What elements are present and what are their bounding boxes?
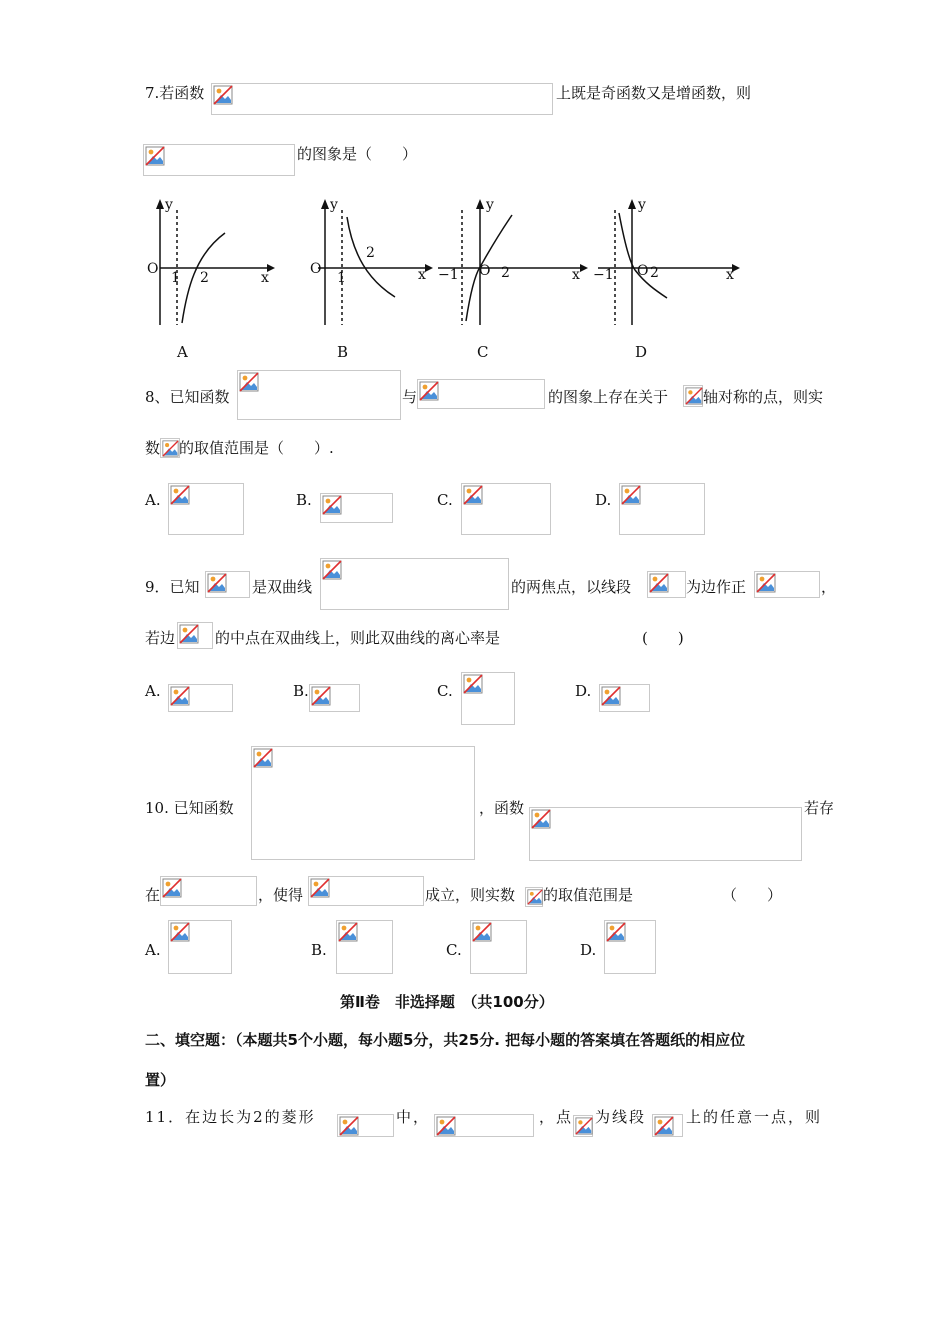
q8-prefix: 8、已知函数 <box>145 388 230 406</box>
broken-image-icon <box>604 920 656 974</box>
broken-image-icon <box>205 571 250 598</box>
svg-text:O: O <box>310 261 322 277</box>
broken-image-icon <box>168 684 233 712</box>
q10-option-b-label: B. <box>311 941 327 959</box>
q9-option-a-label: A. <box>145 682 161 700</box>
q9-mid3: 为边作正 <box>686 578 747 596</box>
svg-text:O: O <box>147 261 159 277</box>
q10-mid1: ，函数 <box>479 799 525 817</box>
broken-image-icon <box>683 385 703 407</box>
graph-a <box>156 199 275 325</box>
q7-graphs-figure <box>140 195 760 365</box>
broken-image-icon <box>320 558 509 610</box>
svg-text:y: y <box>486 197 494 213</box>
broken-image-icon <box>470 920 527 974</box>
svg-text:x: x <box>261 270 269 286</box>
q10-line2-suffix: 的取值范围是 <box>543 886 634 904</box>
q10-suffix: 若存 <box>804 799 835 817</box>
svg-text:−1: −1 <box>438 267 459 283</box>
broken-image-icon <box>320 493 393 523</box>
graph-label-c: C <box>477 343 489 361</box>
q10-answer-paren: （ ） <box>722 886 783 904</box>
broken-image-icon <box>237 370 401 420</box>
q11-mid3: 为线段 <box>595 1108 647 1126</box>
q9-prefix: 9．已知 <box>145 578 200 596</box>
broken-image-icon <box>251 746 475 860</box>
q8-option-a-label: A. <box>145 491 161 509</box>
broken-image-icon <box>461 483 551 535</box>
svg-text:2: 2 <box>366 245 375 261</box>
q10-option-d-label: D. <box>580 941 597 959</box>
q8-option-d-label: D. <box>595 491 612 509</box>
broken-image-icon <box>619 483 705 535</box>
graph-label-d: D <box>635 343 648 361</box>
q8-suffix: 轴对称的点，则实 <box>703 388 824 406</box>
broken-image-icon <box>309 684 360 712</box>
broken-image-icon <box>160 438 180 458</box>
broken-image-icon <box>434 1114 534 1137</box>
broken-image-icon <box>461 672 515 725</box>
q7-prefix: 7.若函数 <box>145 84 205 102</box>
q9-line2-suffix: 的中点在双曲线上，则此双曲线的离心率是 <box>215 629 501 647</box>
q8-line2-suffix: 的取值范围是（ ）. <box>179 439 334 457</box>
q11-prefix: 11．在边长为2的菱形 <box>145 1108 316 1126</box>
q9-mid1: 是双曲线 <box>252 578 313 596</box>
broken-image-icon <box>754 571 820 598</box>
graph-label-a: A <box>177 343 188 361</box>
broken-image-icon <box>177 622 213 649</box>
broken-image-icon <box>647 571 686 598</box>
broken-image-icon <box>529 807 802 861</box>
q10-option-a-label: A. <box>145 941 161 959</box>
svg-text:y: y <box>165 197 173 213</box>
svg-text:x: x <box>572 267 580 283</box>
graph-d <box>598 199 740 325</box>
svg-text:2: 2 <box>650 265 659 281</box>
broken-image-icon <box>337 1114 394 1137</box>
q7-line2-suffix: 的图象是（ ） <box>297 145 418 163</box>
q11-mid1: 中， <box>396 1108 431 1126</box>
svg-text:x: x <box>418 267 426 283</box>
q7-suffix: 上既是奇函数又是增函数，则 <box>556 84 752 102</box>
broken-image-icon <box>336 920 393 974</box>
broken-image-icon <box>573 1115 593 1137</box>
q11-mid2: ，点 <box>539 1108 574 1126</box>
q9-line2-prefix: 若边 <box>145 629 176 647</box>
svg-text:y: y <box>638 197 646 213</box>
q9-suffix: ， <box>821 578 837 596</box>
broken-image-icon <box>168 483 244 535</box>
svg-text:2: 2 <box>200 270 209 286</box>
q9-option-d-label: D. <box>575 682 592 700</box>
broken-image-icon <box>525 887 543 907</box>
broken-image-icon <box>168 920 232 974</box>
q10-prefix: 10. 已知函数 <box>145 799 234 817</box>
graph-c <box>438 199 588 325</box>
svg-text:2: 2 <box>501 265 510 281</box>
q11-suffix: 上的任意一点，则 <box>686 1108 823 1126</box>
svg-text:1: 1 <box>171 270 180 286</box>
broken-image-icon <box>143 144 295 176</box>
q8-option-b-label: B. <box>296 491 312 509</box>
q9-option-c-label: C. <box>437 682 453 700</box>
q10-line2-prefix: 在 <box>145 886 161 904</box>
broken-image-icon <box>599 684 650 712</box>
svg-text:x: x <box>726 267 734 283</box>
q8-mid2: 的图象上存在关于 <box>548 388 669 406</box>
q10-line2-mid1: ，使得 <box>258 886 304 904</box>
q9-mid2: 的两焦点，以线段 <box>511 578 632 596</box>
q9-option-b-label: B. <box>293 682 309 700</box>
q8-option-c-label: C. <box>437 491 453 509</box>
q10-line2-mid2: 成立，则实数 <box>425 886 516 904</box>
broken-image-icon <box>160 876 257 906</box>
broken-image-icon <box>308 876 424 906</box>
svg-text:y: y <box>330 197 338 213</box>
svg-text:−1: −1 <box>593 267 614 283</box>
section-2-title: 第Ⅱ卷 非选择题 （共100分） <box>340 993 554 1011</box>
q9-answer-paren: ( ) <box>642 629 684 647</box>
section-2-instructions-line1: 二、填空题：（本题共5个小题，每小题5分，共25分. 把每小题的答案填在答题纸的相应位 <box>145 1031 746 1049</box>
svg-text:O: O <box>479 263 491 279</box>
broken-image-icon <box>211 83 553 115</box>
graph-b <box>318 199 433 325</box>
section-2-instructions-line2: 置） <box>145 1071 176 1089</box>
svg-text:O: O <box>637 263 649 279</box>
q10-option-c-label: C. <box>446 941 462 959</box>
q8-line2-prefix: 数 <box>145 439 161 457</box>
graph-label-b: B <box>337 343 349 361</box>
q8-mid1: 与 <box>402 388 418 406</box>
broken-image-icon <box>417 379 545 409</box>
svg-text:1: 1 <box>337 270 346 286</box>
broken-image-icon <box>652 1114 683 1137</box>
